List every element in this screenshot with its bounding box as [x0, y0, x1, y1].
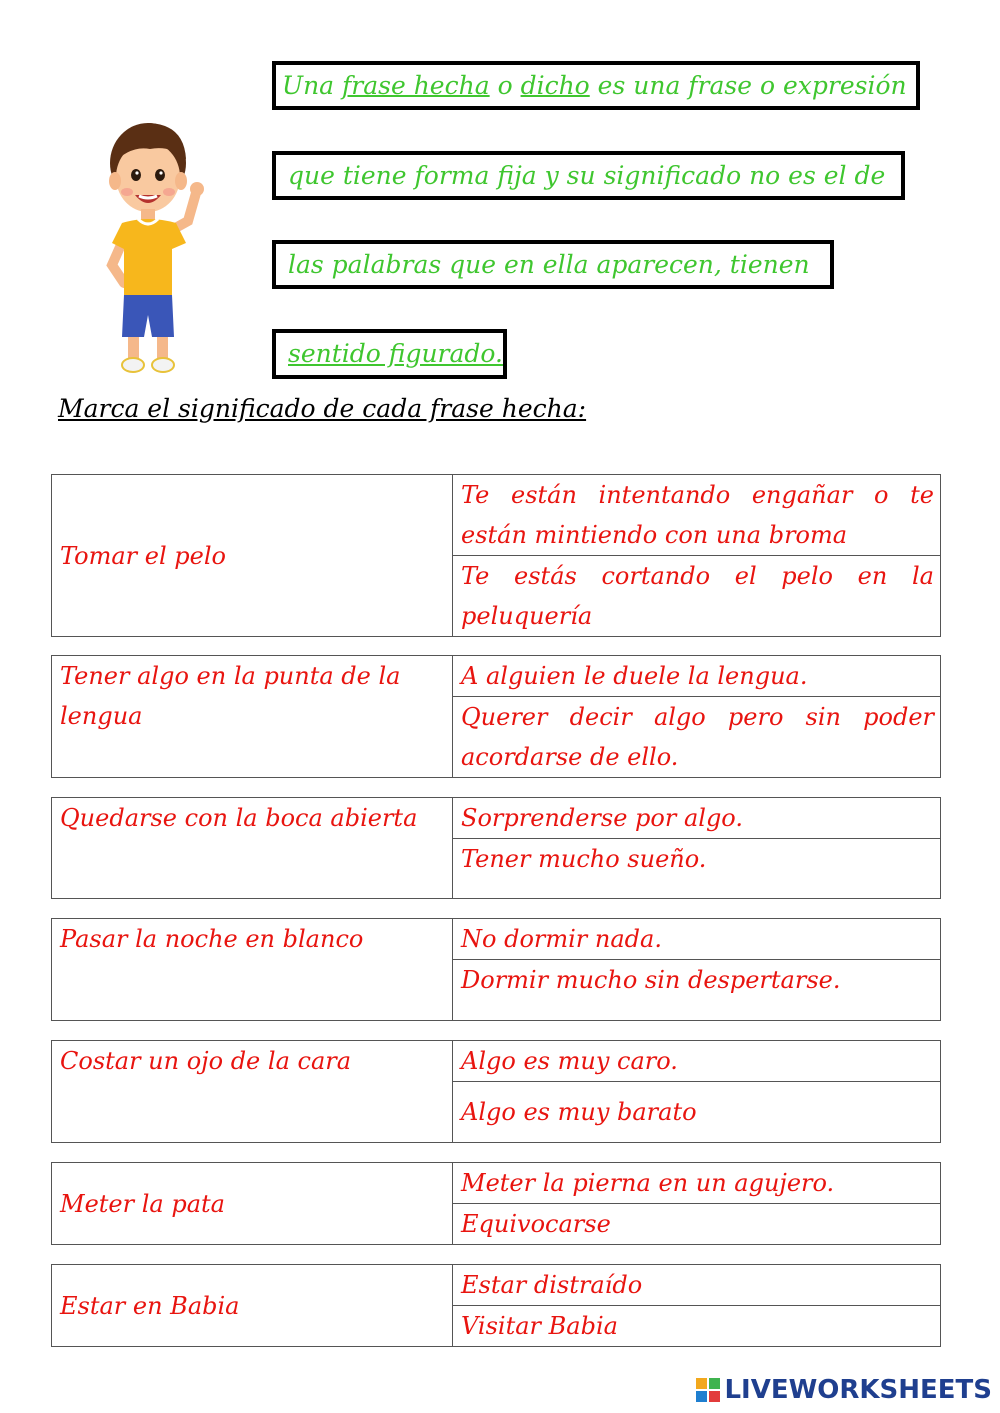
definition-line-3: las palabras que en ella aparecen, tienen — [272, 240, 834, 289]
phrase-cell: Pasar la noche en blanco — [52, 919, 453, 1021]
answer-option[interactable]: Estar distraído — [453, 1265, 941, 1306]
phrase-cell: Estar en Babia — [52, 1265, 453, 1347]
term-dicho: dicho — [520, 71, 590, 100]
phrase-cell: Tomar el pelo — [52, 475, 453, 637]
term-frase-hecha: frase hecha — [342, 71, 490, 100]
answer-option[interactable]: Sorprenderse por algo. — [453, 798, 941, 839]
liveworksheets-logo — [696, 1375, 992, 1405]
question-table-3 — [51, 797, 941, 899]
definition-line-4-text: sentido figurado. — [288, 339, 503, 368]
answer-option[interactable]: Te están intentando engañar o te están mintiendo con una broma — [453, 475, 941, 556]
phrase-cell: Meter la pata — [52, 1163, 453, 1245]
question-table-7 — [51, 1264, 941, 1347]
answer-option[interactable]: No dormir nada. — [453, 919, 941, 960]
phrase-cell: Quedarse con la boca abierta — [52, 798, 453, 899]
answer-option[interactable]: Algo es muy caro. — [453, 1041, 941, 1082]
question-table-1 — [51, 474, 941, 637]
answer-option[interactable]: Te estás cortando el pelo en la peluquería — [453, 556, 941, 637]
answer-option[interactable]: Dormir mucho sin despertarse. — [453, 960, 941, 1021]
question-table-5 — [51, 1040, 941, 1143]
definition-line-2: que tiene forma fija y su significado no es el de — [272, 151, 905, 200]
question-table-4 — [51, 918, 941, 1021]
question-table-2 — [51, 655, 941, 778]
question-table-6 — [51, 1162, 941, 1245]
definition-line-1: Una frase hecha o dicho es una frase o expresión — [272, 61, 920, 110]
brand-text: LIVEWORKSHEETS — [724, 1375, 992, 1405]
boy-illustration — [100, 115, 210, 380]
answer-option[interactable]: A alguien le duele la lengua. — [453, 656, 941, 697]
answer-option[interactable]: Visitar Babia — [453, 1306, 941, 1347]
answer-option[interactable]: Querer decir algo pero sin poder acordarse de ello. — [453, 697, 941, 778]
definition-line-4 — [272, 329, 507, 379]
phrase-cell: Tener algo en la punta de la lengua — [52, 656, 453, 778]
instruction-heading: Marca el significado de cada frase hecha: — [58, 394, 587, 423]
phrase-cell: Costar un ojo de la cara — [52, 1041, 453, 1143]
answer-option[interactable]: Algo es muy barato — [453, 1082, 941, 1143]
liveworksheets-icon — [696, 1378, 720, 1402]
answer-option[interactable]: Equivocarse — [453, 1204, 941, 1245]
answer-option[interactable]: Meter la pierna en un agujero. — [453, 1163, 941, 1204]
answer-option[interactable]: Tener mucho sueño. — [453, 839, 941, 899]
